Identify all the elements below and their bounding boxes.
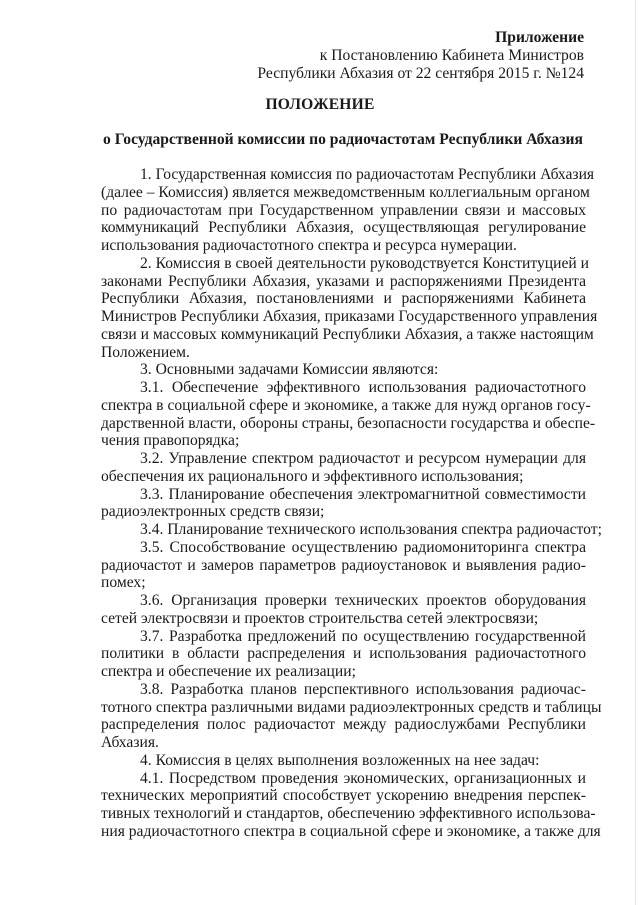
text-line: 4.1. Посредством проведения экономических, организационных и (140, 769, 586, 787)
text-line: 4. Комиссия в целях выполнения возложенных на нее задач: (140, 751, 540, 769)
text-line: законами Республики Абхазия, указами и распоряжениями Президента (101, 272, 586, 290)
text-line: (далее – Комиссия) является межведомственным коллегиальным органом (101, 183, 590, 201)
paragraph-3-8 (101, 680, 602, 752)
paragraph-2 (101, 254, 598, 362)
text-line: дарственной власти, обороны страны, безопасности государства и обеспе- (101, 414, 596, 432)
resolution-date-number: Республики Абхазия от 22 сентября 2015 г. №124 (257, 64, 584, 82)
text-line: помех; (101, 574, 146, 592)
text-line: чения правопорядка; (101, 432, 240, 450)
resolution-reference: к Постановлению Кабинета Министров (319, 46, 584, 64)
text-line: 3.2. Управление спектром радиочастот и ресурсом нумерации для (140, 450, 586, 467)
text-line: Абхазия. (101, 734, 159, 751)
text-line: связи и массовых коммуникаций Республики Абхазия, а также настоящим (101, 325, 594, 343)
text-line: 3.8. Разработка планов перспективного использования радиочас- (140, 680, 586, 698)
paragraph-3 (101, 361, 586, 379)
paragraph-3-6 (101, 592, 586, 628)
text-line: спектра и обеспечение их реализации; (101, 663, 356, 680)
document-title: ПОЛОЖЕНИЕ (265, 96, 375, 113)
text-line: 3.7. Разработка предложений по осуществлению государственной (140, 627, 586, 645)
text-line: 3.1. Обеспечение эффективного использования радиочастотного (140, 379, 586, 396)
text-line: 3.3. Планирование обеспечения электромагнитной совместимости (140, 485, 586, 503)
text-line: технических мероприятий способствует ускорению внедрения перспек- (101, 787, 586, 805)
text-line: использования радиочастотного спектра и ресурса нумерации. (101, 237, 517, 254)
document-body (101, 166, 602, 841)
text-line: по радиочастотам при Государственном управлении связи и массовых (101, 201, 586, 219)
paragraph-3-7 (101, 628, 586, 681)
text-line: 1. Государственная комиссия по радиочастотам Республики Абхазия (140, 166, 595, 183)
paragraph-4 (101, 752, 586, 770)
text-line: 3.4. Планирование технического использования спектра радиочастот; (140, 521, 602, 538)
paragraph-1 (101, 166, 595, 255)
paragraph-3-2 (101, 450, 586, 486)
paragraph-3-1 (101, 379, 596, 450)
paragraph-3-5 (101, 539, 586, 592)
text-line: 3.6. Организация проверки технических проектов оборудования (140, 592, 586, 609)
paragraph-4-1 (101, 769, 601, 841)
text-line: тивных технологий и стандартов, обеспечению эффективного использова- (101, 805, 596, 822)
text-line: спектра в социальной сфере и экономике, а также для нужд органов госу- (101, 396, 591, 414)
text-line: Министров Республики Абхазия, приказами Государственного управления (101, 308, 598, 325)
text-line: радиочастот и замеров параметров радиоустановок и выявления радио- (101, 556, 586, 574)
text-line: тотного спектра различными видами радиоэлектронных средств и таблицы (101, 698, 602, 716)
text-line: 2. Комиссия в своей деятельности руководствуется Конституцией и (140, 254, 589, 272)
text-line: политики в области распределения и использования радиочастотного (101, 645, 586, 663)
appendix-label: Приложение (495, 29, 584, 46)
document-subtitle: о Государственной комиссии по радиочастотам Республики Абхазия (103, 131, 583, 148)
text-line: коммуникаций Республики Абхазия, осуществляющая регулирование (101, 219, 586, 237)
text-line: ния радиочастотного спектра в социальной сфере и экономике, а также для (101, 822, 601, 840)
paragraph-3-4 (101, 521, 602, 539)
text-line: 3.5. Способствование осуществлению радиомониторинга спектра (140, 538, 586, 556)
text-line: Республики Абхазия, постановлениями и распоряжениями Кабинета (101, 290, 586, 308)
document-header (257, 29, 584, 82)
text-line: обеспечения их рационального и эффективного использования; (101, 467, 524, 485)
text-line: распределения полос радиочастот между радиослужбами Республики (101, 716, 586, 734)
text-line: сетей электросвязи и проектов строительства сетей электросвязи; (101, 609, 539, 627)
text-line: радиоэлектронных средств связи; (101, 503, 325, 521)
text-line: 3. Основными задачами Комиссии являются: (140, 361, 439, 379)
paragraph-3-3 (101, 486, 586, 522)
text-line: Положением. (101, 343, 190, 361)
